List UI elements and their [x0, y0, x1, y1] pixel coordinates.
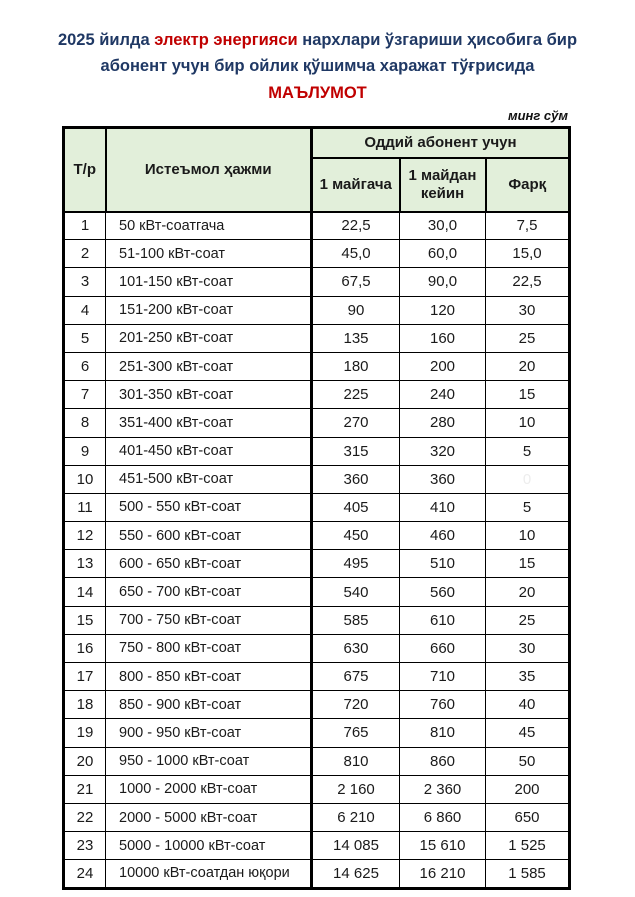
price-difference: 35	[486, 663, 570, 691]
row-number: 11	[64, 493, 106, 521]
table-row	[64, 606, 570, 634]
table-row	[64, 803, 570, 831]
row-number: 7	[64, 381, 106, 409]
price-after-may1: 510	[400, 550, 486, 578]
price-difference: 1 585	[486, 860, 570, 888]
consumption-range: 2000 - 5000 кВт-соат	[106, 803, 312, 831]
table-row	[64, 212, 570, 240]
price-difference: 20	[486, 578, 570, 606]
title-line2: абонент учун бир ойлик қўшимча харажат тўғрисида	[100, 57, 535, 75]
price-before-may1: 2 160	[312, 775, 400, 803]
price-before-may1: 630	[312, 634, 400, 662]
title-line1-prefix: 2025 йилда	[57, 31, 155, 49]
consumption-range: 451-500 кВт-соат	[106, 465, 312, 493]
price-difference: 5	[486, 493, 570, 521]
price-difference: 1 525	[486, 832, 570, 860]
row-number: 21	[64, 775, 106, 803]
table-row	[64, 240, 570, 268]
price-after-may1: 120	[400, 296, 486, 324]
price-before-may1: 14 085	[312, 832, 400, 860]
price-after-may1: 160	[400, 324, 486, 352]
consumption-range: 650 - 700 кВт-соат	[106, 578, 312, 606]
price-before-may1: 270	[312, 409, 400, 437]
price-difference: 50	[486, 747, 570, 775]
row-number: 14	[64, 578, 106, 606]
price-before-may1: 540	[312, 578, 400, 606]
table-row	[64, 578, 570, 606]
table-row	[64, 493, 570, 521]
price-before-may1: 45,0	[312, 240, 400, 268]
row-number: 17	[64, 663, 106, 691]
table-row	[64, 409, 570, 437]
price-before-may1: 360	[312, 465, 400, 493]
consumption-range: 301-350 кВт-соат	[106, 381, 312, 409]
price-difference: 200	[486, 775, 570, 803]
price-difference: 10	[486, 522, 570, 550]
row-number: 10	[64, 465, 106, 493]
consumption-range: 750 - 800 кВт-соат	[106, 634, 312, 662]
table-row	[64, 437, 570, 465]
price-before-may1: 315	[312, 437, 400, 465]
price-difference: 30	[486, 296, 570, 324]
consumption-range: 500 - 550 кВт-соат	[106, 493, 312, 521]
row-number: 16	[64, 634, 106, 662]
price-difference: 40	[486, 691, 570, 719]
table-row	[64, 634, 570, 662]
title-line1-suffix: нархлари ўзгариши ҳисобига бир	[297, 31, 578, 49]
price-difference: 20	[486, 352, 570, 380]
consumption-range: 50 кВт-соатгача	[106, 212, 312, 240]
price-after-may1: 2 360	[400, 775, 486, 803]
row-number: 8	[64, 409, 106, 437]
title-line1-highlight: электр энергияси	[154, 31, 298, 49]
header-consumption: Истеъмол ҳажми	[106, 128, 312, 212]
price-difference: 15	[486, 550, 570, 578]
row-number: 9	[64, 437, 106, 465]
price-difference: 22,5	[486, 268, 570, 296]
price-after-may1: 810	[400, 719, 486, 747]
table-row	[64, 465, 570, 493]
price-after-may1: 760	[400, 691, 486, 719]
table-row	[64, 691, 570, 719]
price-after-may1: 320	[400, 437, 486, 465]
price-before-may1: 22,5	[312, 212, 400, 240]
consumption-range: 800 - 850 кВт-соат	[106, 663, 312, 691]
price-after-may1: 15 610	[400, 832, 486, 860]
consumption-range: 201-250 кВт-соат	[106, 324, 312, 352]
price-difference: 650	[486, 803, 570, 831]
table-row	[64, 324, 570, 352]
price-before-may1: 450	[312, 522, 400, 550]
price-difference: 5	[486, 437, 570, 465]
consumption-range: 151-200 кВт-соат	[106, 296, 312, 324]
consumption-range: 1000 - 2000 кВт-соат	[106, 775, 312, 803]
table-row	[64, 550, 570, 578]
price-before-may1: 135	[312, 324, 400, 352]
table-row	[64, 663, 570, 691]
consumption-range: 351-400 кВт-соат	[106, 409, 312, 437]
consumption-range: 101-150 кВт-соат	[106, 268, 312, 296]
price-difference: 0	[486, 465, 570, 493]
table-row	[64, 296, 570, 324]
price-before-may1: 14 625	[312, 860, 400, 888]
row-number: 6	[64, 352, 106, 380]
row-number: 20	[64, 747, 106, 775]
price-difference: 45	[486, 719, 570, 747]
price-difference: 7,5	[486, 212, 570, 240]
table-body	[64, 212, 570, 889]
price-before-may1: 225	[312, 381, 400, 409]
price-difference: 25	[486, 324, 570, 352]
price-after-may1: 860	[400, 747, 486, 775]
price-after-may1: 560	[400, 578, 486, 606]
row-number: 22	[64, 803, 106, 831]
price-before-may1: 6 210	[312, 803, 400, 831]
consumption-range: 600 - 650 кВт-соат	[106, 550, 312, 578]
row-number: 15	[64, 606, 106, 634]
price-after-may1: 410	[400, 493, 486, 521]
table-header	[64, 128, 570, 212]
price-after-may1: 90,0	[400, 268, 486, 296]
price-difference: 30	[486, 634, 570, 662]
header-after-may1: 1 майдан кейин	[400, 158, 486, 212]
price-after-may1: 360	[400, 465, 486, 493]
price-before-may1: 675	[312, 663, 400, 691]
row-number: 3	[64, 268, 106, 296]
price-difference: 10	[486, 409, 570, 437]
row-number: 23	[64, 832, 106, 860]
price-difference: 15,0	[486, 240, 570, 268]
price-before-may1: 585	[312, 606, 400, 634]
price-after-may1: 16 210	[400, 860, 486, 888]
price-before-may1: 90	[312, 296, 400, 324]
row-number: 12	[64, 522, 106, 550]
price-after-may1: 660	[400, 634, 486, 662]
price-difference: 25	[486, 606, 570, 634]
consumption-range: 401-450 кВт-соат	[106, 437, 312, 465]
price-after-may1: 280	[400, 409, 486, 437]
header-difference: Фарқ	[486, 158, 570, 212]
header-row-number: Т/р	[64, 128, 106, 212]
table-row	[64, 352, 570, 380]
consumption-range: 5000 - 10000 кВт-соат	[106, 832, 312, 860]
table-row	[64, 747, 570, 775]
consumption-range: 900 - 950 кВт-соат	[106, 719, 312, 747]
table-row	[64, 719, 570, 747]
consumption-range: 10000 кВт-соатдан юқори	[106, 860, 312, 888]
document-heading: МАЪЛУМОТ	[268, 84, 367, 102]
price-after-may1: 200	[400, 352, 486, 380]
row-number: 1	[64, 212, 106, 240]
price-before-may1: 67,5	[312, 268, 400, 296]
row-number: 5	[64, 324, 106, 352]
price-before-may1: 720	[312, 691, 400, 719]
consumption-range: 550 - 600 кВт-соат	[106, 522, 312, 550]
unit-note: минг сўм	[507, 108, 568, 123]
consumption-range: 950 - 1000 кВт-соат	[106, 747, 312, 775]
price-difference: 15	[486, 381, 570, 409]
price-after-may1: 6 860	[400, 803, 486, 831]
price-before-may1: 810	[312, 747, 400, 775]
row-number: 2	[64, 240, 106, 268]
price-before-may1: 405	[312, 493, 400, 521]
table-row	[64, 381, 570, 409]
row-number: 4	[64, 296, 106, 324]
row-number: 13	[64, 550, 106, 578]
price-after-may1: 610	[400, 606, 486, 634]
table-row	[64, 775, 570, 803]
table-row	[64, 832, 570, 860]
header-group-ordinary-subscriber: Оддий абонент учун	[312, 128, 570, 158]
price-before-may1: 765	[312, 719, 400, 747]
consumption-range: 51-100 кВт-соат	[106, 240, 312, 268]
price-after-may1: 240	[400, 381, 486, 409]
price-after-may1: 710	[400, 663, 486, 691]
price-after-may1: 30,0	[400, 212, 486, 240]
price-before-may1: 180	[312, 352, 400, 380]
table-row	[64, 860, 570, 888]
consumption-range: 700 - 750 кВт-соат	[106, 606, 312, 634]
row-number: 24	[64, 860, 106, 888]
price-after-may1: 60,0	[400, 240, 486, 268]
document-title	[0, 27, 635, 79]
price-after-may1: 460	[400, 522, 486, 550]
consumption-range: 850 - 900 кВт-соат	[106, 691, 312, 719]
consumption-range: 251-300 кВт-соат	[106, 352, 312, 380]
price-before-may1: 495	[312, 550, 400, 578]
tariff-table	[62, 126, 571, 890]
table-row	[64, 268, 570, 296]
row-number: 19	[64, 719, 106, 747]
header-before-may1: 1 майгача	[312, 158, 400, 212]
row-number: 18	[64, 691, 106, 719]
table-row	[64, 522, 570, 550]
